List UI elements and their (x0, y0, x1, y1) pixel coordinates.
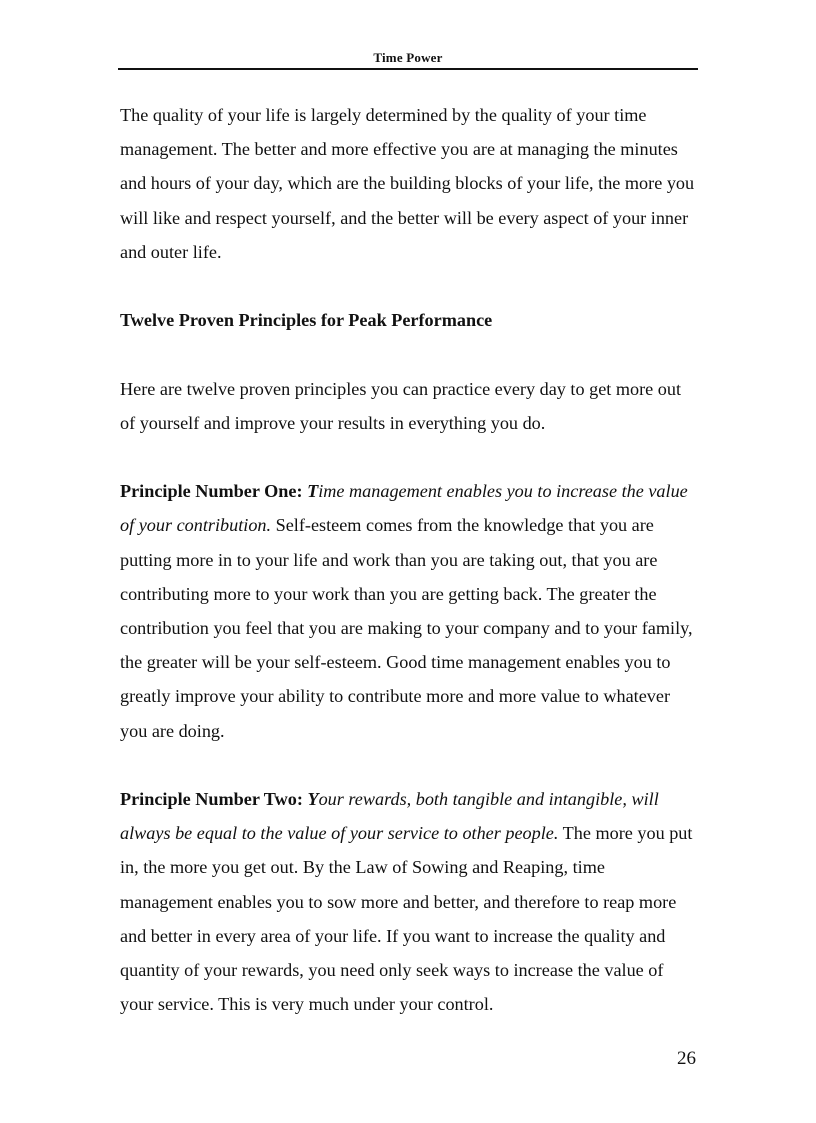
page-number: 26 (677, 1048, 696, 1069)
section-intro-paragraph: Here are twelve proven principles you can practice every day to get more out of yourself and improve your results in everything you do. (120, 378, 682, 433)
principle-one-label: Principle Number One: (120, 481, 303, 502)
paragraph-spacer (120, 440, 698, 474)
paragraph-spacer (120, 269, 698, 303)
principle-two-paragraph (120, 782, 698, 1021)
intro-paragraph: The quality of your life is largely determined by the quality of your time management. The better and more effective you are at managing the minutes and hours of your day, which are the building blocks of your life, the more you will like and respect yourself, and the better will be every aspect of your inner and outer life. (120, 105, 695, 262)
section-heading: Twelve Proven Principles for Peak Performance (120, 310, 493, 331)
principle-one-statement: ime management enables you to increase the value of your contribution. (120, 481, 688, 536)
principle-two-lead-letter: Y (307, 789, 319, 809)
principle-one-text: Self-esteem comes from the knowledge that you are putting more in to your life and work than you are taking out, that you are contributing more to your work than you are getting back. The greater the contribution you feel that you are making to your company and to your family, the greater will be your self-esteem. Good time management enables you to greatly improve your ability to contribute more and more value to whatever you are doing. (120, 515, 693, 741)
principle-two-statement: our rewards, both tangible and intangible, will always be equal to the value of your service to other people. (120, 789, 659, 844)
principle-one-paragraph (120, 474, 698, 748)
header-divider (118, 68, 698, 70)
paragraph-spacer (120, 337, 698, 371)
principle-one-lead-letter: T (307, 481, 319, 502)
principle-two-text: The more you put in, the more you get out. By the Law of Sowing and Reaping, time management enables you to sow more and better, and therefore to reap more and better in every area of your life. If you want to increase the quality and quantity of your rewards, you need only seek ways to increase the value of your service. This is very much under your control. (120, 823, 693, 1015)
paragraph-spacer (120, 748, 698, 782)
page-body (120, 98, 698, 1021)
principle-two-label: Principle Number Two: (120, 789, 303, 809)
running-header-title: Time Power (373, 50, 443, 65)
